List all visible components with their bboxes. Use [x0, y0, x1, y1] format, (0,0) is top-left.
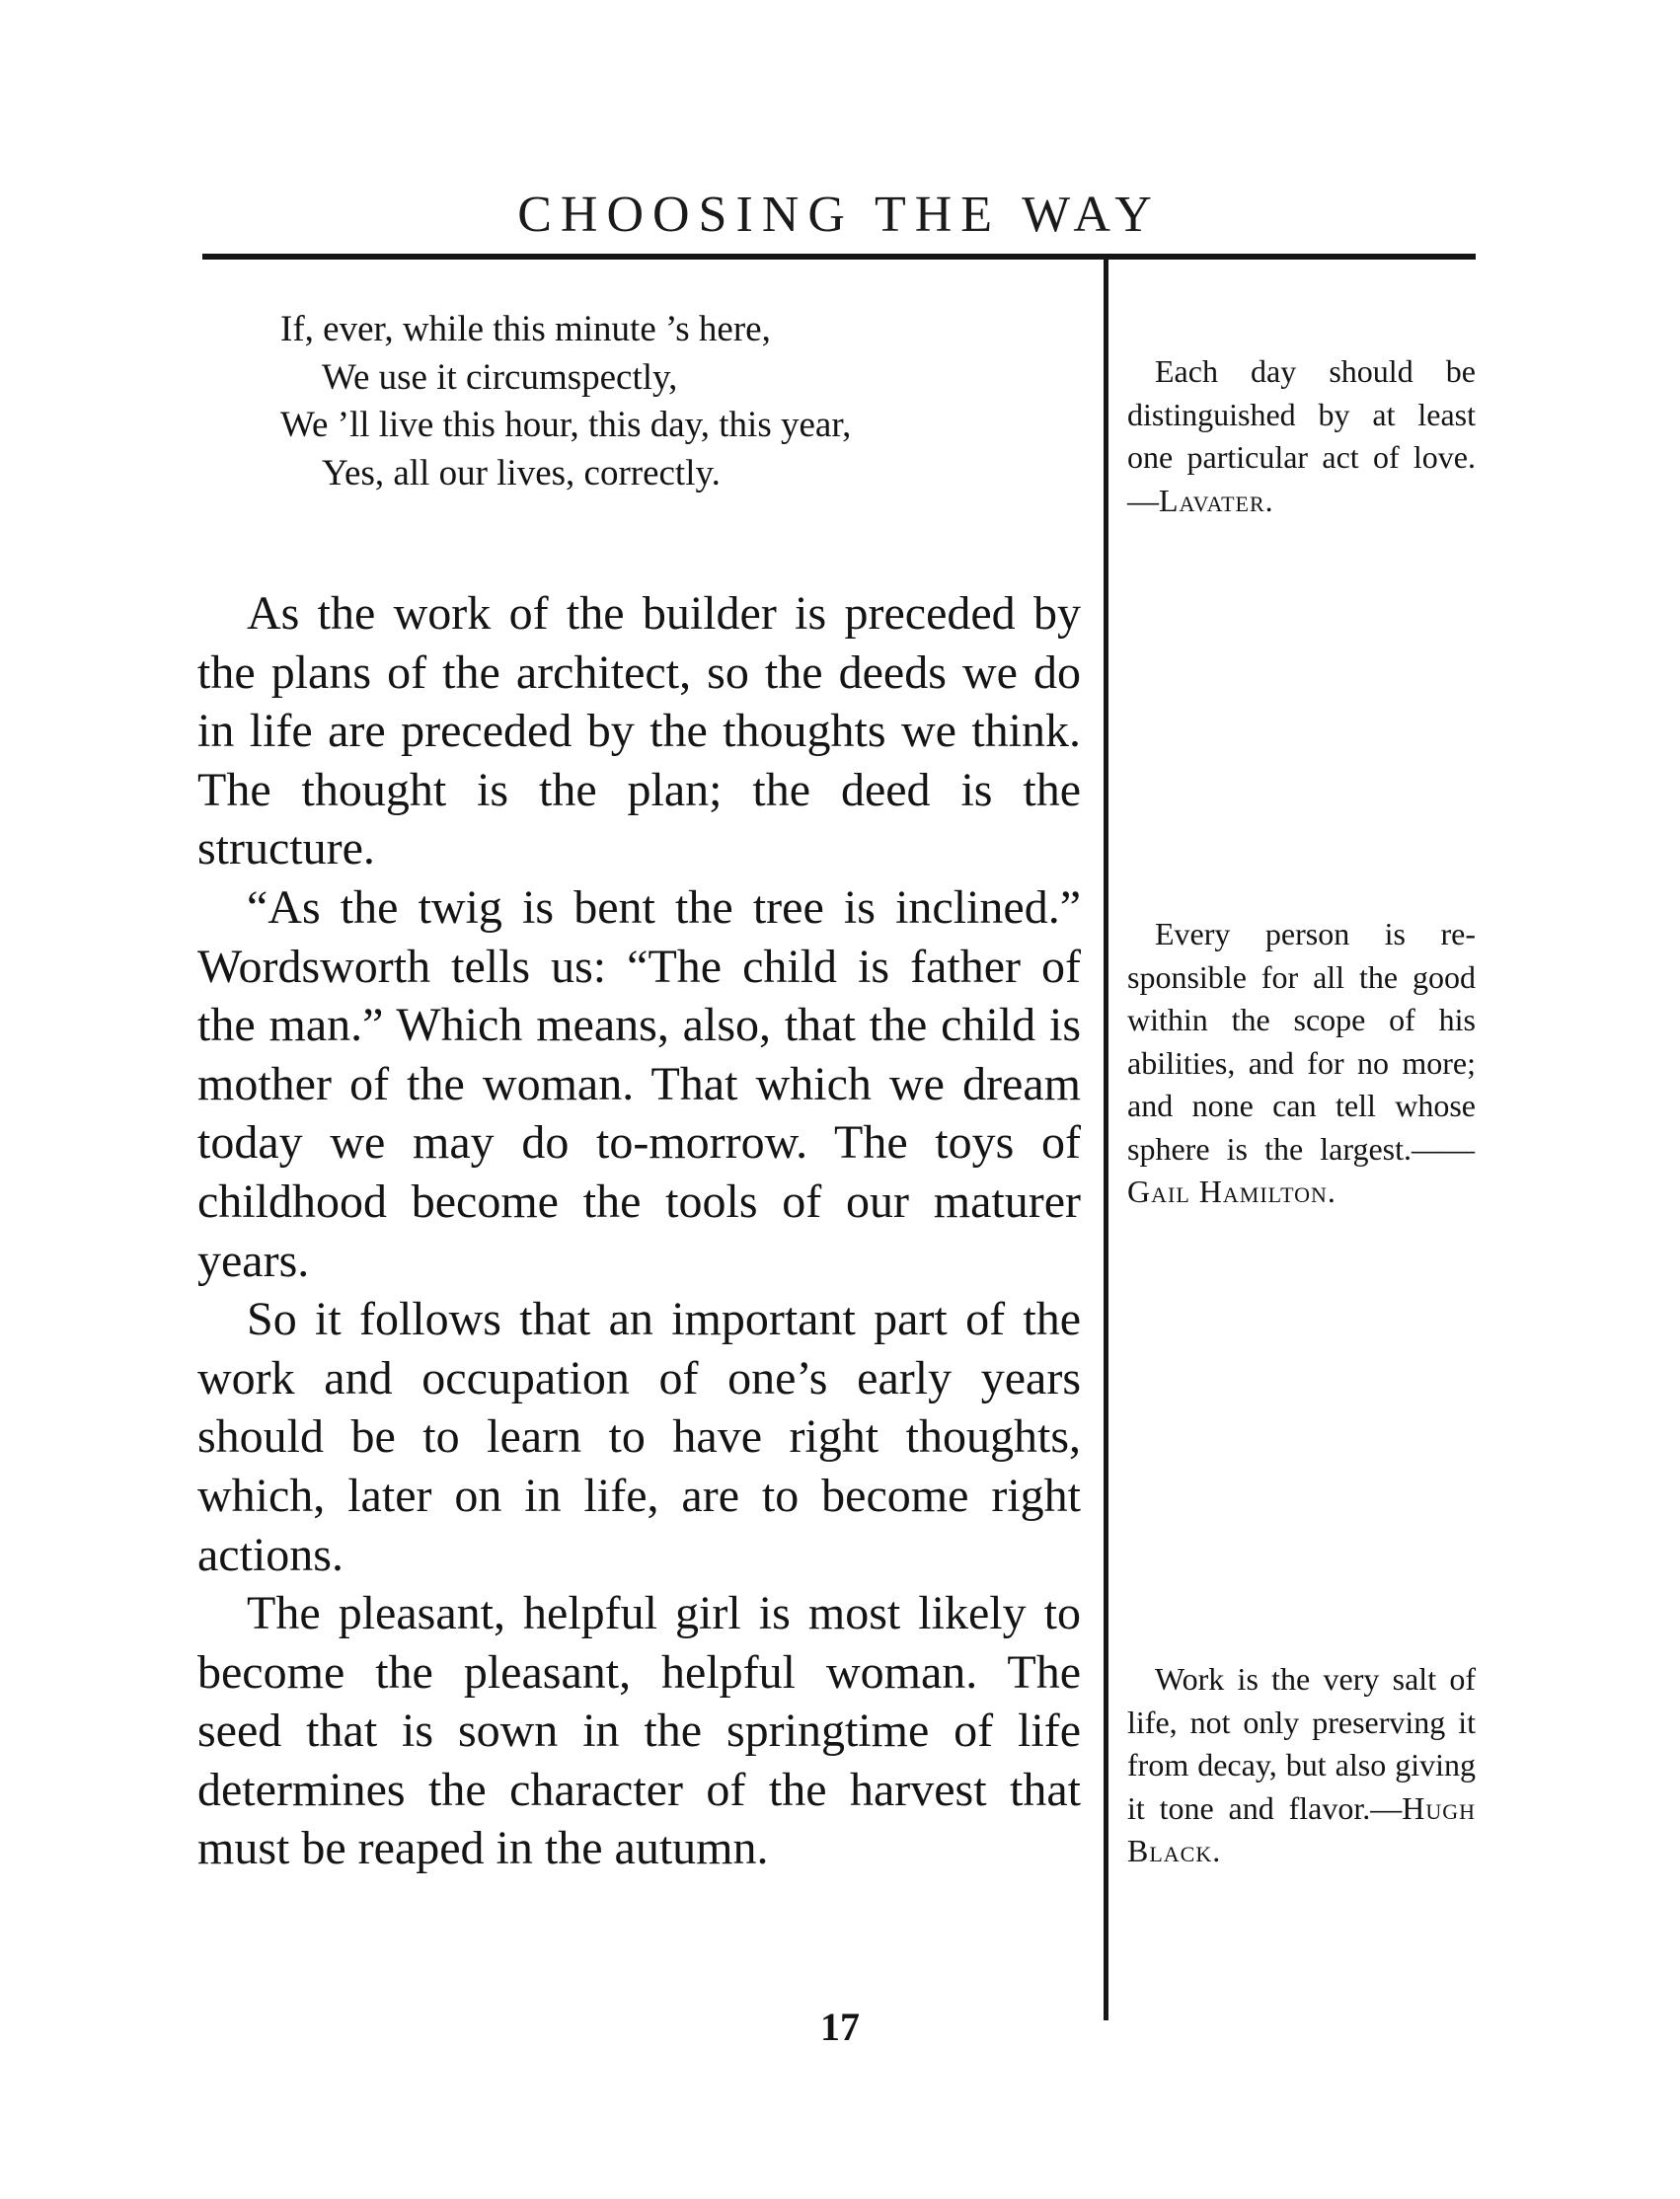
verse-line: If, ever, while this minute ’s here, [280, 309, 771, 349]
sidenote [1127, 1658, 1476, 1873]
running-head: CHOOSING THE WAY [517, 187, 1161, 243]
verse-line: Yes, all our lives, correctly. [322, 452, 721, 493]
main-text [197, 584, 1081, 1878]
paragraph: The pleasant, helpful girl is most likely to become the pleasant, helpful woman. The seed that is sown in the springtime of life determines the character of the harvest that must be reaped in the autumn. [197, 1587, 1081, 1875]
sidenote [1127, 913, 1476, 1214]
sidenote-author: —Gail Hamilton. [1127, 1130, 1476, 1209]
column-divider [1104, 254, 1108, 2020]
paragraph: “As the twig is bent the tree is inclined.” Wordsworth tells us: “The child is father of the man.” Which means, also, that the child is mother of the woman. That which we dream today we may do to-morrow. The toys of childhood become the tools of our maturer years. [197, 880, 1081, 1287]
sidenote-author: Hugh Black. [1127, 1789, 1476, 1868]
paragraph: As the work of the builder is preceded by the plans of the architect, so the deeds we do in life are preceded by the thoughts we think. The thought is the plan; the deed is the structure. [197, 587, 1081, 875]
sidenote-text: Each day should be distinguished by at least one particular act of love.— [1127, 353, 1476, 518]
header-rule [202, 254, 1476, 260]
page-number: 17 [820, 2005, 860, 2049]
verse [280, 306, 1070, 497]
sidenote [1127, 350, 1476, 522]
verse-line: We use it circumspectly, [322, 356, 678, 398]
paragraph: So it follows that an important part of the work and occupation of one’s early years should be to learn to have right thoughts, which, later on in life, are to become right actions. [197, 1293, 1081, 1581]
sidenote-author: Lavater. [1159, 482, 1274, 518]
sidenote-text: Every person is responsible for all the good within the scope of his abilities, and for no more; and none can tell whose sphere is the largest.— [1127, 916, 1476, 1167]
sidenote-text: Work is the very salt of life, not only preserving it from decay, but also giving it tone and flavor.— [1127, 1661, 1476, 1826]
verse-line: We ’ll live this hour, this day, this year, [280, 405, 852, 445]
